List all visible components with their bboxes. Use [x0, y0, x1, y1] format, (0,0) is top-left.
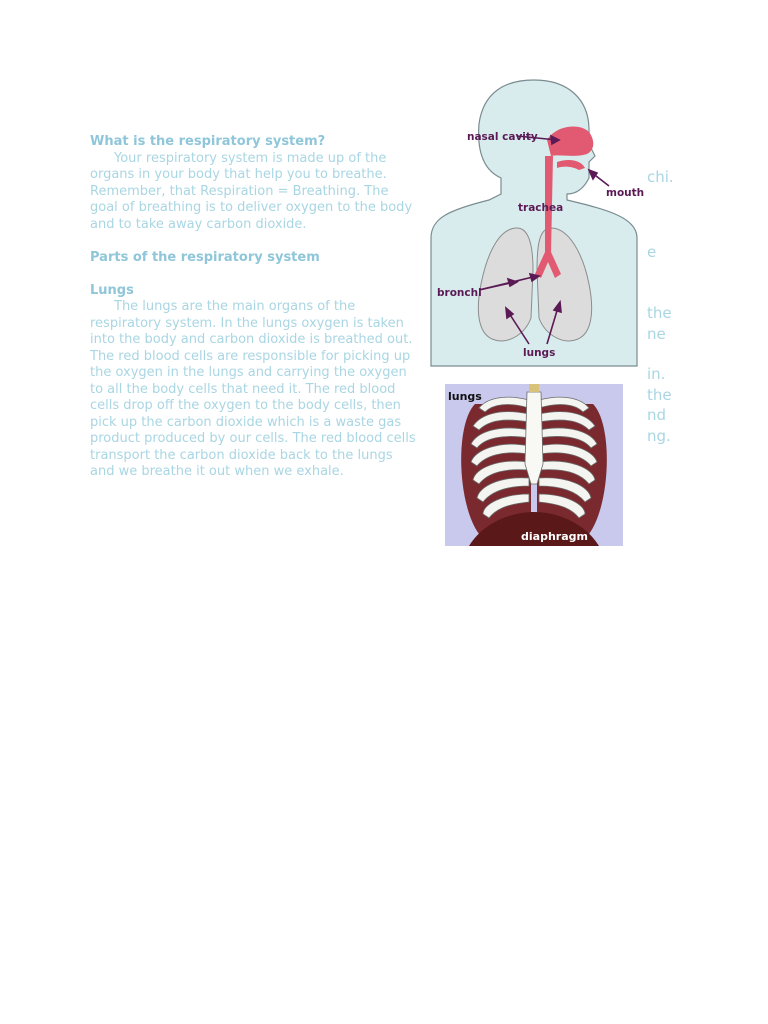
label-diaphragm: diaphragm: [521, 530, 588, 543]
obscured-fragment: nd: [647, 406, 667, 424]
sternum: [525, 392, 543, 484]
obscured-fragment: ng.: [647, 427, 671, 445]
obscured-fragment: in.: [647, 365, 666, 383]
obscured-fragment: the: [647, 386, 672, 404]
obscured-fragment: the: [647, 304, 672, 322]
article-text: [90, 134, 420, 481]
heading-parts: Parts of the respiratory system: [90, 249, 320, 265]
paragraph-lungs: The lungs are the main organs of the respiratory system. In the lungs oxygen is taken into the body and carbon dioxide is breathed out. The red blood cells are responsible for picking up the oxygen in the lungs and carrying the oxygen to all the body cells that need it. The red blood cells drop off the oxygen to the body cells, then pick up the carbon dioxide which is a waste gas product produced by our cells. The red blood cells transport the carbon dioxide back to the lungs and we breathe it out when we exhale.: [90, 299, 416, 479]
paragraph-intro: Your respiratory system is made up of the organs in your body that help you to breathe. Remember, that Respiration = Breathing. The goal of breathing is to deliver oxygen to the body and to take away carbon dioxide.: [90, 150, 413, 232]
label-lungs-fig2: lungs: [448, 390, 482, 403]
obscured-fragment: ne: [647, 325, 666, 343]
obscured-fragment: e: [647, 243, 657, 261]
label-lungs: lungs: [523, 347, 556, 359]
collarbone-tip: [529, 384, 539, 392]
respiratory-system-diagram: [429, 78, 645, 366]
label-nasal-cavity: nasal cavity: [467, 131, 538, 143]
label-trachea: trachea: [518, 202, 564, 214]
obscured-fragment: chi.: [647, 168, 674, 186]
heading-what-is: What is the respiratory system?: [90, 134, 326, 149]
label-mouth: mouth: [606, 187, 645, 199]
ribcage-diagram: [445, 384, 623, 546]
body-silhouette: [431, 80, 637, 366]
heading-lungs: Lungs: [90, 282, 134, 298]
label-bronchi: bronchi: [437, 287, 482, 299]
